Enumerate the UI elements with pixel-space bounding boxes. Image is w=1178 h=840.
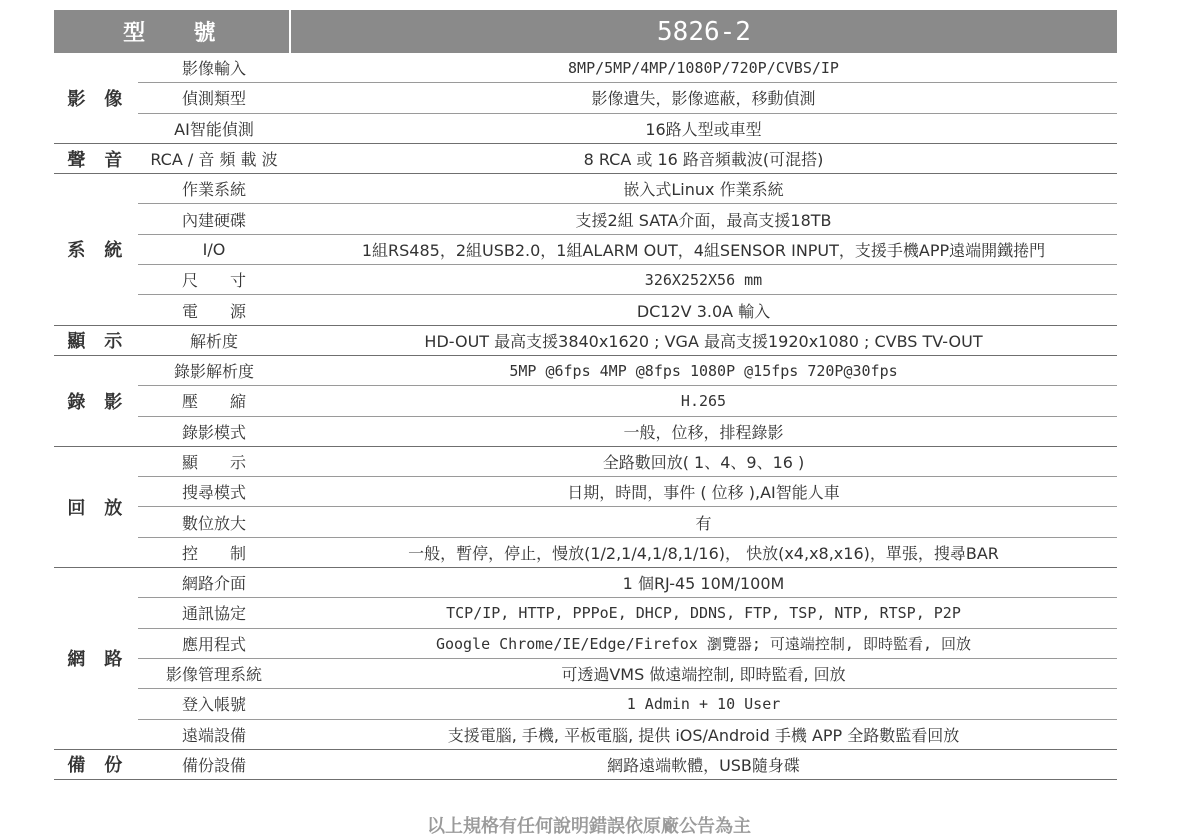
spec-label: 影像管理系統 [165, 665, 262, 685]
spec-value: 嵌入式Linux 作業系統 [623, 180, 784, 200]
spec-value: H.265 [680, 391, 727, 410]
spec-rows [138, 174, 1117, 324]
spec-row [138, 688, 1117, 718]
spec-table [54, 10, 1117, 780]
spec-row [138, 658, 1117, 688]
model-number: 5826-2 [657, 16, 751, 47]
spec-row [138, 203, 1117, 233]
spec-label: 壓 縮 [181, 392, 246, 412]
spec-value: 16路人型或車型 [645, 119, 762, 139]
spec-row [138, 597, 1117, 627]
spec-rows [138, 447, 1117, 567]
spec-label: 顯 示 [181, 453, 246, 472]
spec-row [138, 506, 1117, 536]
spec-value: 8 RCA 或 16 路音頻載波(可混搭) [583, 150, 824, 170]
spec-row [138, 113, 1117, 143]
spec-group [54, 568, 1117, 750]
spec-groups [54, 53, 1117, 780]
spec-value: Google Chrome/IE/Edge/Firefox 瀏覽器; 可遠端控制, 即時監看, 回放 [435, 634, 972, 653]
spec-value: 8MP/5MP/4MP/1080P/720P/CVBS/IP [568, 58, 839, 77]
spec-row [138, 719, 1117, 749]
spec-group [54, 174, 1117, 325]
model-label-a: 型 [123, 21, 150, 46]
spec-value: 326X252X56 mm [644, 270, 763, 289]
spec-row [138, 385, 1117, 415]
spec-rows [138, 568, 1117, 749]
spec-label: RCA / 音 頻 載 波 [150, 150, 278, 170]
category-label: 影 像 [67, 88, 129, 110]
spec-label: 作業系統 [181, 180, 246, 200]
spec-label: 數位放大 [181, 513, 246, 533]
spec-row [138, 356, 1117, 385]
spec-group [54, 447, 1117, 568]
spec-group [54, 326, 1117, 356]
spec-label: 電 源 [181, 301, 246, 321]
spec-value: 日期，時間，事件 ( 位移 ),AI智能人車 [567, 483, 840, 503]
spec-value: 支援2組 SATA介面，最高支援18TB [575, 210, 832, 230]
spec-label: 偵測類型 [181, 89, 246, 109]
spec-label: 應用程式 [181, 634, 246, 654]
category-label: 備 份 [67, 755, 129, 777]
spec-row [138, 234, 1117, 264]
spec-value: DC12V 3.0A 輸入 [636, 301, 771, 321]
category-label: 顯 示 [67, 331, 129, 353]
category-label: 回 放 [67, 497, 129, 519]
spec-value: 1 Admin + 10 User [626, 694, 781, 713]
spec-value: 一般，暫停，停止，慢放(1/2,1/4,1/8,1/16)， 快放(x4,x8,x16)，單張，搜尋BAR [408, 543, 999, 563]
spec-group [54, 750, 1117, 780]
spec-label: 備份設備 [181, 755, 246, 775]
spec-value: 全路數回放( 1、4、9、16 ) [602, 453, 805, 472]
spec-row [138, 628, 1117, 658]
spec-row [138, 537, 1117, 567]
spec-value: 5MP @6fps 4MP @8fps 1080P @15fps 720P@30fps [509, 361, 898, 380]
spec-row [138, 174, 1117, 203]
spec-row [138, 144, 1117, 173]
spec-label: 尺 寸 [181, 271, 246, 291]
spec-label: 內建硬碟 [181, 210, 246, 230]
spec-label: 影像輸入 [181, 59, 246, 79]
spec-row [138, 568, 1117, 597]
spec-label: 登入帳號 [181, 695, 246, 715]
spec-label: 錄影解析度 [173, 362, 254, 382]
spec-row [138, 82, 1117, 112]
spec-value: 一般，位移，排程錄影 [623, 422, 784, 442]
spec-group [54, 53, 1117, 144]
spec-group [54, 144, 1117, 174]
spec-row [138, 53, 1117, 82]
spec-row [138, 476, 1117, 506]
category-label: 錄 影 [67, 391, 129, 413]
spec-value: 有 [695, 513, 712, 533]
spec-rows [138, 326, 1117, 355]
spec-rows [138, 750, 1117, 779]
spec-value: 可透過VMS 做遠端控制, 即時監看, 回放 [561, 665, 846, 685]
disclaimer: 以上規格有任何說明錯誤依原廠公告為主 [427, 816, 751, 837]
spec-value: 影像遺失，影像遮蔽，移動偵測 [591, 89, 816, 109]
spec-label: 搜尋模式 [181, 483, 246, 503]
category-label: 聲 音 [67, 149, 129, 171]
spec-value: HD-OUT 最高支援3840x1620 ; VGA 最高支援1920x1080 ; CVBS TV-OUT [424, 331, 983, 351]
spec-group [54, 356, 1117, 447]
spec-value: 支援電腦, 手機, 平板電腦, 提供 iOS/Android 手機 APP 全路數監看回放 [447, 725, 960, 745]
spec-label: 網路介面 [181, 574, 246, 594]
spec-row [138, 416, 1117, 446]
spec-label: 遠端設備 [181, 725, 246, 745]
spec-row [138, 447, 1117, 476]
spec-label: 通訊協定 [181, 604, 246, 624]
spec-label: I/O [202, 239, 226, 259]
table-header [54, 10, 1117, 53]
spec-value: TCP/IP, HTTP, PPPoE, DHCP, DDNS, FTP, TSP, NTP, RTSP, P2P [446, 603, 961, 622]
spec-rows [138, 53, 1117, 143]
spec-row [138, 264, 1117, 294]
category-label: 網 路 [67, 649, 129, 671]
spec-rows [138, 144, 1117, 173]
spec-row [138, 294, 1117, 324]
spec-value: 1組RS485，2組USB2.0，1組ALARM OUT，4組SENSOR INPUT，支援手機APP遠端開鐵捲門 [361, 240, 1046, 260]
spec-label: 控 制 [181, 543, 246, 563]
spec-value: 網路遠端軟體，USB隨身碟 [607, 755, 800, 775]
spec-label: AI智能偵測 [174, 119, 254, 139]
spec-value: 1 個RJ-45 10M/100M [622, 574, 785, 594]
spec-rows [138, 356, 1117, 446]
spec-row [138, 326, 1117, 355]
spec-row [138, 750, 1117, 779]
category-label: 系 統 [67, 240, 129, 262]
model-label-b: 號 [193, 21, 220, 46]
spec-label: 錄影模式 [181, 422, 246, 442]
spec-label: 解析度 [189, 331, 238, 351]
model-label [54, 10, 289, 53]
